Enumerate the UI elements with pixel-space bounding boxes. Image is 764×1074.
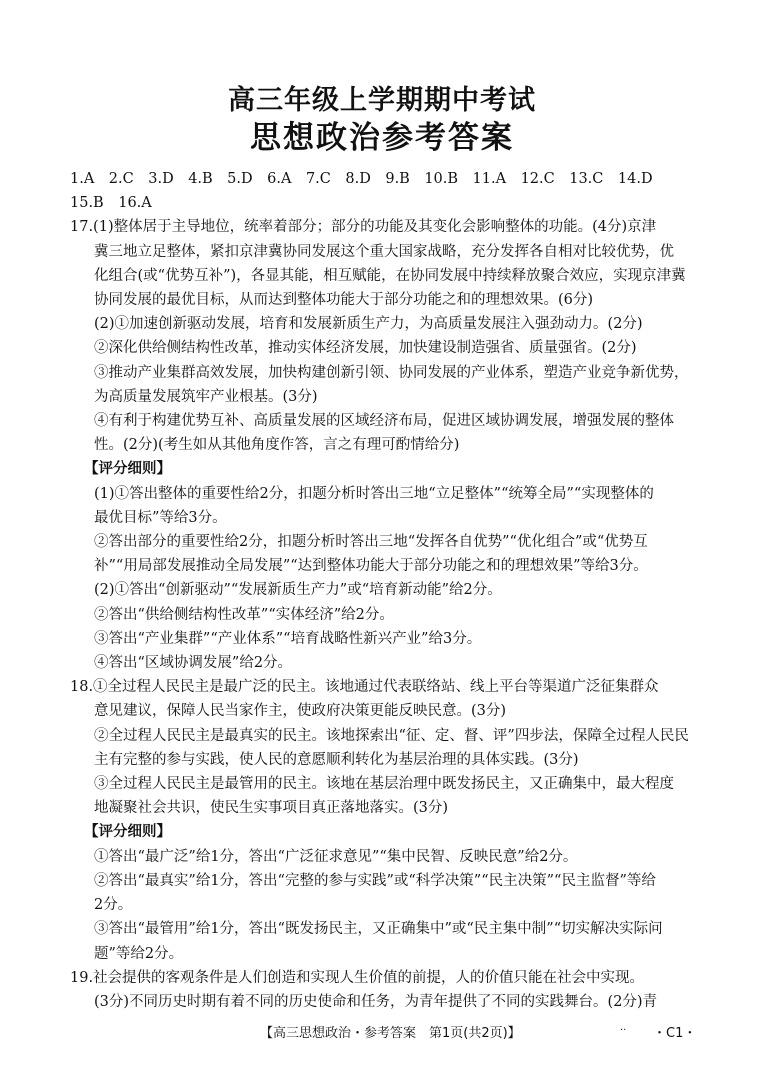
scoring-rules-heading: 【评分细则】 [84,460,171,478]
answer-body [70,167,700,1014]
choice-answers-line-2: 15.B 16.A [70,195,152,212]
q18-rule-line: ③答出“最管用”给1分，答出“既发扬民主，又正确集中”或“民主集中制”“切实解决实际问 [94,921,663,938]
q18-line: ②全过程人民民主是最真实的民主。该地探索出“征、定、督、评”四步法，保障全过程人民民 [94,727,689,744]
q18-line: 主有完整的参与实践，使人民的意愿顺利转化为基层治理的具体实践。(3分) [94,751,579,768]
q17-rule-line: 最优目标”等给3分。 [94,509,227,526]
choice-answers-line-1: 1.A 2.C 3.D 4.B 5.D 6.A 7.C 8.D 9.B 10.B 11.A 12.C 13.C 14.D [70,171,653,187]
q18-rule-line: 题”等给2分。 [94,945,184,962]
q17-rule-line: (1)①答出整体的重要性给2分，扣题分析时答出三地“立足整体”“统筹全局”“实现整体的 [94,485,654,502]
q17-line: 为高质量发展筑牢产业根基。(3分) [94,388,318,405]
q17-rule-line: ④答出“区域协调发展”给2分。 [94,655,293,672]
page-footer [0,1022,764,1042]
q17-line: ②深化供给侧结构性改革，推动实体经济发展，加快建设制造强省、质量强省。(2分) [94,340,637,357]
footer-dots: .. [620,1022,627,1033]
q17-line: ④有利于构建优势互补、高质量发展的区域经济布局，促进区域协调发展，增强发展的整体 [94,413,674,430]
q18-line: 18.①全过程人民民主是最广泛的民主。该地通过代表联络站、线上平台等渠道广泛征集群众 [70,679,659,696]
q19-line: 19.社会提供的客观条件是人们创造和实现人生价值的前提，人的价值只能在社会中实现。 [70,969,645,986]
q17-line: 化组合(或“优势互补”)，各显其能，相互赋能，在协同发展中持续释放聚合效应，实现京津冀 [94,267,686,284]
q18-line: 地凝聚社会共识，使民生实事项目真正落地落实。(3分) [94,800,449,817]
q17-line: ③推动产业集群高效发展，加快构建创新引领、协同发展的产业体系，塑造产业竞争新优势， [94,364,689,381]
q17-rule-line: (2)①答出“创新驱动”“发展新质生产力”或“培育新动能”给2分。 [94,582,502,599]
q17-rule-line: 补”“用局部发展推动全局发展”“达到整体功能大于部分功能之和的理想效果”等给3分。 [94,558,648,575]
q18-line: 意见建议，保障人民当家作主，使政府决策更能反映民意。(3分) [94,703,507,720]
page-subtitle: 思想政治参考答案 [250,120,514,156]
footer-page-label: 【高三思想政治・参考答案 第1页(共2页)】 [260,1026,521,1041]
q18-line: ③全过程人民民主是最管用的民主。该地在基层治理中既发扬民主，又正确集中，最大程度 [94,776,674,793]
q17-rule-line: ②答出“供给侧结构性改革”“实体经济”给2分。 [94,606,394,623]
q18-rule-line: 2分。 [94,897,133,914]
q17-line: (2)①加速创新驱动发展，培育和发展新质生产力，为高质量发展注入强劲动力。(2分) [94,316,643,333]
q18-rule-line: ①答出“最广泛”给1分，答出“广泛征求意见”“集中民智、反映民意”给2分。 [94,848,578,865]
footer-code: ・C1・ [653,1026,697,1041]
q19-line: (3分)不同历史时期有着不同的历史使命和任务，为青年提供了不同的实践舞台。(2分)青 [94,993,658,1010]
scoring-rules-heading: 【评分细则】 [84,823,171,841]
q17-rule-line: ③答出“产业集群”“产业体系”“培育战略性新兴产业”给3分。 [94,630,482,647]
q17-rule-line: ②答出部分的重要性给2分，扣题分析时答出三地“发挥各自优势”“优化组合”或“优势互 [94,534,648,551]
q17-line: 协同发展的最优目标，从而达到整体功能大于部分功能之和的理想效果。(6分) [94,292,594,309]
q17-line: 性。(2分)(考生如从其他角度作答，言之有理可酌情给分) [94,437,460,454]
page-title: 高三年级上学期期中考试 [228,85,536,116]
q17-line: 冀三地立足整体，紧扣京津冀协同发展这个重大国家战略，充分发挥各自相对比较优势，优 [94,243,674,260]
q18-rule-line: ②答出“最真实”给1分，答出“完整的参与实践”或“科学决策”“民主决策”“民主监督”等给 [94,872,656,889]
q17-line: 17.(1)整体居于主导地位，统率着部分；部分的功能及其变化会影响整体的功能。(4分)京津 [70,219,657,236]
